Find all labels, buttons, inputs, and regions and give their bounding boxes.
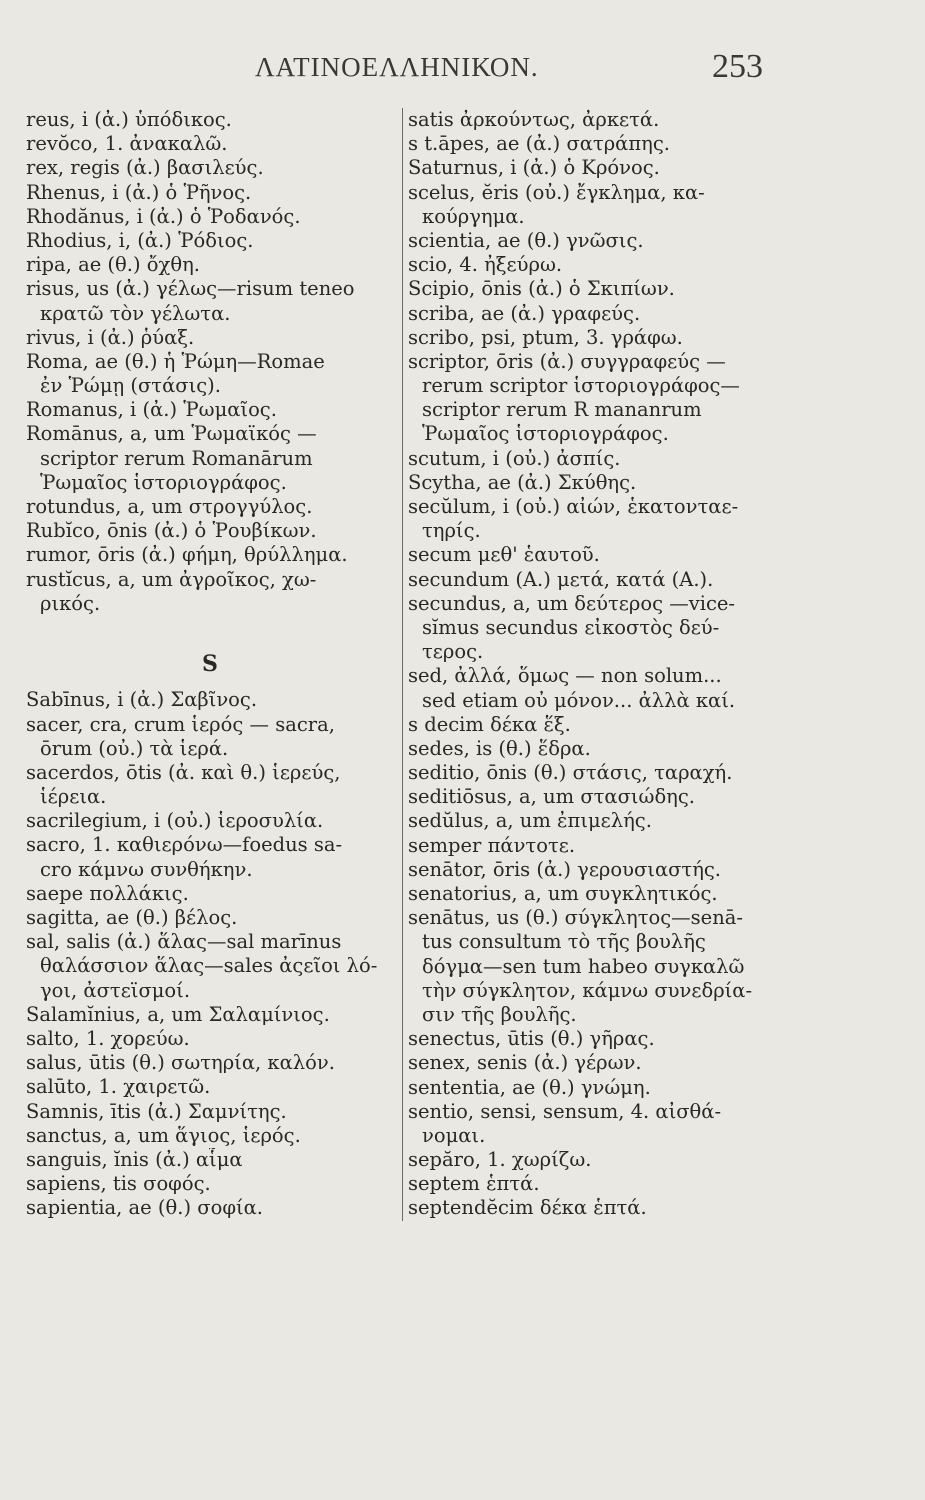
dictionary-entry-line: s t.āpes, ae (ἀ.) σατράπης. [408, 132, 670, 156]
dictionary-entry-line: sedŭlus, a, um ἐπιμελής. [408, 809, 652, 833]
dictionary-entry-line: rumor, ōris (ἀ.) φήμη, θρύλλημα. [26, 543, 348, 567]
dictionary-entry-line: κούργημα. [422, 204, 525, 228]
dictionary-entry-line: sĭmus secundus εἰκοστὸς δεύ- [422, 615, 720, 639]
dictionary-entry-line: sanguis, ĭnis (ἀ.) αἷμα [26, 1147, 243, 1171]
dictionary-entry-line: rerum scriptor ἱστοριογράφος— [422, 374, 740, 398]
dictionary-entry-line: secŭlum, i (οὐ.) αἰών, ἑκατονταε- [408, 495, 739, 518]
dictionary-entry-line: κρατῶ τὸν γέλωτα. [40, 301, 231, 325]
dictionary-entry-line: sapientia, ae (θ.) σοφία. [26, 1196, 263, 1220]
dictionary-entry-line: Samnis, ītis (ἀ.) Σαμνίτης. [26, 1099, 287, 1123]
dictionary-entry-line: Romānus, a, um Ῥωμαϊκός — [26, 422, 317, 446]
dictionary-entry-line: γοι, ἀστεϊσμοί. [40, 978, 191, 1002]
dictionary-entry-line: sacerdos, ōtis (ἀ. καὶ θ.) ἱερεύς, [26, 760, 341, 784]
dictionary-entry-line: sanctus, a, um ἅγιος, ἱερός. [26, 1123, 301, 1147]
dictionary-entry-line: s decim δέκα ἕξ. [408, 712, 571, 736]
dictionary-entry-line: sal, salis (ἀ.) ἅλας—sal marīnus [26, 930, 342, 954]
dictionary-entry-line: senatorius, a, um συγκλητικός. [408, 882, 718, 905]
dictionary-entry-line: secundum (Α.) μετά, κατά (Α.). [408, 567, 714, 591]
dictionary-entry-line: σιν τῆς βουλῆς. [422, 1002, 577, 1026]
dictionary-entry-line: νομαι. [422, 1123, 486, 1147]
dictionary-entry-line: reus, i (ἀ.) ὑπόδικος. [26, 108, 232, 131]
dictionary-entry-line: scriptor, ōris (ἀ.) συγγραφεύς — [408, 349, 726, 373]
dictionary-entry-line: satis ἀρκούντως, ἀρκετά. [408, 108, 660, 131]
dictionary-entry-line: scelus, ĕris (οὐ.) ἔγκλημα, κα- [408, 180, 705, 204]
dictionary-entry-line: Ῥωμαῖος ἱστοριογράφος. [40, 470, 287, 494]
page-header [0, 48, 925, 92]
dictionary-entry-line: seditiōsus, a, um στασιώδης. [408, 785, 695, 809]
dictionary-entry-line: scriptor rerum R mananrum [422, 398, 702, 422]
section-heading: S [202, 650, 218, 677]
right-column [402, 108, 813, 1221]
dictionary-entry-line: sacro, 1. καθιερόνω—foedus sa- [26, 833, 343, 857]
dictionary-entry-line: ἱέρεια. [40, 785, 107, 809]
dictionary-entry-line: senectus, ūtis (θ.) γῆρας. [408, 1027, 655, 1051]
dictionary-entry-line: ἐν Ῥώμῃ (στάσις). [40, 374, 221, 398]
dictionary-entry-line: seditio, ōnis (θ.) στάσις, ταραχή. [408, 761, 733, 785]
dictionary-entry-line: rustĭcus, a, um ἀγροῖκος, χω- [26, 567, 317, 591]
dictionary-entry-line: septem ἑπτά. [408, 1172, 540, 1196]
dictionary-entry-line: sacer, cra, crum ἱερός — sacra, [26, 712, 335, 736]
dictionary-entry-line: scio, 4. ἠξεύρω. [408, 253, 563, 277]
dictionary-entry-line: ρικός. [40, 591, 101, 615]
dictionary-entry-line: scriba, ae (ἀ.) γραφεύς. [408, 301, 641, 325]
dictionary-entry-line: ripa, ae (θ.) ὄχθη. [26, 253, 200, 277]
dictionary-entry-line: salus, ūtis (θ.) σωτηρία, καλόν. [26, 1051, 335, 1075]
dictionary-entry-line: ōrum (οὐ.) τὰ ἱερά. [40, 736, 229, 760]
dictionary-entry-line: τερος. [422, 640, 484, 664]
dictionary-entry-line: θαλάσσιον ἅλας—sales ἀςεῖοι λό- [40, 954, 378, 978]
dictionary-entry-line: risus, us (ἀ.) γέλως—risum teneo [26, 277, 355, 301]
dictionary-entry-line: revŏco, 1. ἀνακαλῶ. [26, 132, 228, 156]
dictionary-entry-line: semper πάντοτε. [408, 833, 576, 857]
dictionary-entry-line: Sabīnus, i (ἀ.) Σαβῖνος. [26, 688, 258, 712]
dictionary-entry-line: scientia, ae (θ.) γνῶσις. [408, 228, 644, 252]
left-column [26, 108, 394, 1220]
dictionary-entry-line: secum μεθ' ἑαυτοῦ. [408, 543, 600, 567]
dictionary-entry-line: secundus, a, um δεύτερος —vice- [408, 591, 736, 615]
dictionary-entry-line: scutum, i (οὐ.) ἀσπίς. [408, 446, 621, 470]
dictionary-entry-line: Scipio, ōnis (ἀ.) ὁ Σκιπίων. [408, 277, 675, 301]
dictionary-entry-line: senātus, us (θ.) σύγκλητος—senā- [408, 906, 743, 930]
dictionary-entry-line: rex, regis (ἀ.) βασιλεύς. [26, 156, 264, 180]
dictionary-entry-line: sagitta, ae (θ.) βέλος. [26, 906, 238, 930]
dictionary-entry-line: sapiens, tis σοφός. [26, 1172, 211, 1196]
dictionary-entry-line: sepăro, 1. χωρίζω. [408, 1148, 592, 1172]
dictionary-entry-line: δόγμα—sen tum habeo συγκαλῶ [422, 954, 745, 978]
dictionary-entry-line: Rhodius, i, (ἀ.) Ῥόδιος. [26, 228, 254, 252]
dictionary-entry-line: rotundus, a, um στρογγύλος. [26, 495, 313, 518]
dictionary-entry-line: τηρίς. [422, 519, 481, 543]
dictionary-entry-line: sacrilegium, i (οὐ.) ἱεροσυλία. [26, 809, 324, 833]
running-title: ΛΑΤΙΝΟΕΛΛΗΝΙΚΟΝ. [255, 52, 539, 82]
dictionary-entry-line: scriptor rerum Romanārum [40, 446, 313, 470]
page-number: 253 [712, 48, 763, 85]
dictionary-entry-line: salūto, 1. χαιρετῶ. [26, 1075, 211, 1099]
dictionary-entry-line: sententia, ae (θ.) γνώμη. [408, 1075, 651, 1099]
dictionary-entry-line: septendĕcim δέκα ἑπτά. [408, 1196, 647, 1220]
dictionary-entry-line: Rhodănus, i (ἀ.) ὁ Ῥοδανός. [26, 204, 301, 228]
dictionary-entry-line: sed etiam οὐ μόνον... ἀλλὰ καί. [422, 688, 736, 712]
dictionary-entry-line: rivus, i (ἀ.) ῥύαξ. [26, 325, 195, 349]
dictionary-entry-line: sedes, is (θ.) ἕδρα. [408, 736, 591, 760]
dictionary-entry-line: Romanus, i (ἀ.) Ῥωμαῖος. [26, 398, 277, 422]
dictionary-entry-line: saepe πολλάκις. [26, 881, 189, 905]
dictionary-entry-line: scribo, psi, ptum, 3. γράφω. [408, 325, 683, 349]
dictionary-entry-line: sentio, sensi, sensum, 4. αἰσθά- [408, 1099, 722, 1123]
dictionary-entry-line: salto, 1. χορεύω. [26, 1026, 190, 1050]
dictionary-entry-line: senātor, ōris (ἀ.) γερουσιαστής. [408, 857, 722, 881]
dictionary-entry-line: Rubĭco, ōnis (ἀ.) ὁ Ῥουβίκων. [26, 519, 317, 543]
dictionary-entry-line: Saturnus, i (ἀ.) ὁ Κρόνος. [408, 156, 660, 180]
dictionary-entry-line: tus consultum τὸ τῆς βουλῆς [422, 930, 706, 954]
dictionary-entry-line: Salamĭnius, a, um Σαλαμίνιος. [26, 1002, 330, 1026]
dictionary-entry-line: sed, ἀλλά, ὅμως — non solum... [408, 664, 722, 688]
dictionary-entry-line: Scytha, ae (ἀ.) Σκύθης. [408, 470, 637, 494]
dictionary-entry-line: Roma, ae (θ.) ἡ Ῥώμη—Romae [26, 349, 325, 373]
dictionary-entry-line: Rhenus, i (ἀ.) ὁ Ῥῆνος. [26, 180, 252, 204]
dictionary-entry-line: τὴν σύγκλητον, κάμνω συνεδρία- [422, 978, 753, 1002]
dictionary-entry-line: senex, senis (ἀ.) γέρων. [408, 1051, 642, 1075]
dictionary-entry-line: Ῥωμαῖος ἱστοριογράφος. [422, 422, 669, 446]
dictionary-entry-line: cro κάμνω συνθήκην. [40, 857, 253, 881]
